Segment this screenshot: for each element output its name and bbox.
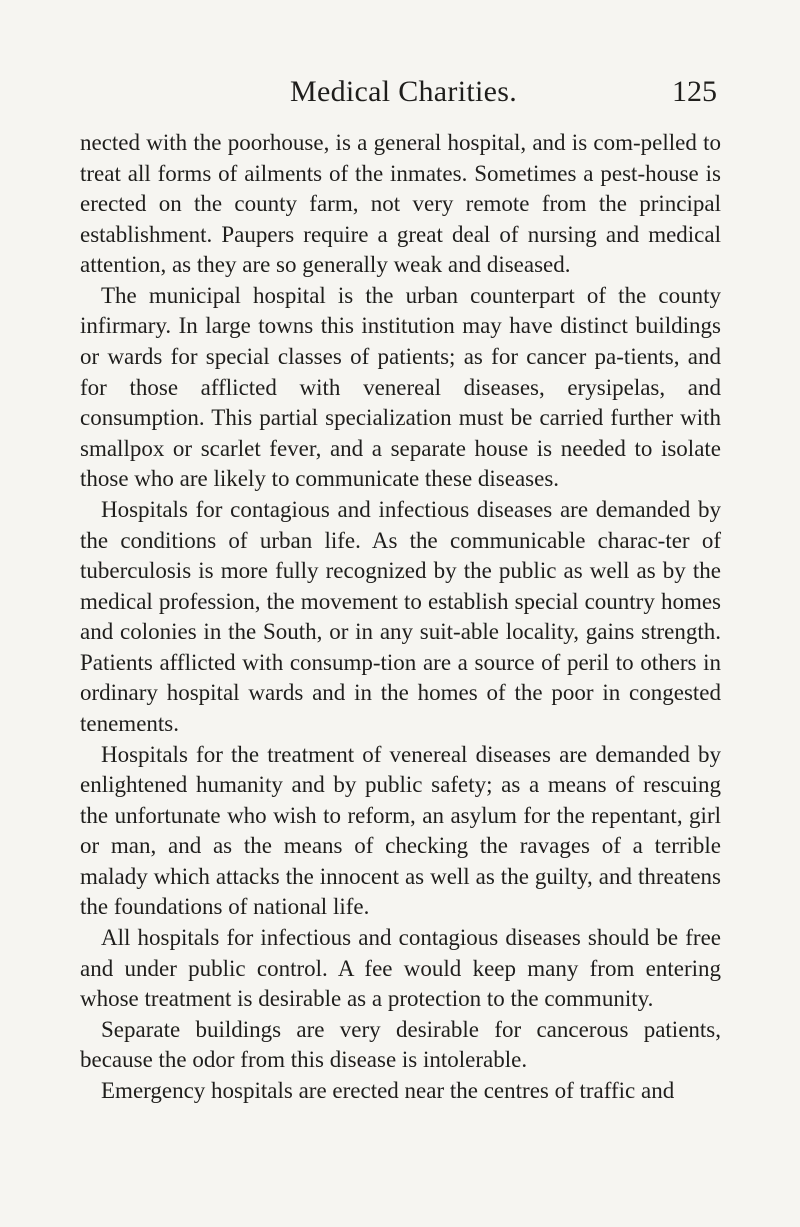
paragraph-cancer-buildings: Separate buildings are very desirable for cancerous patients, because the odor from this disease is intolerable.	[80, 1016, 721, 1073]
paragraph-emergency-hospitals: Emergency hospitals are erected near the centres of traffic and	[101, 1077, 675, 1103]
running-title: Medical Charities.	[290, 75, 518, 108]
body-text	[80, 128, 721, 1107]
page-number: 125	[672, 75, 717, 108]
paragraph-continued: nected with the poorhouse, is a general hospital, and is com-pelled to treat all forms of ailments of the inmates. Sometimes a pest-house is erected on the county farm, not very remote from the principal establishment. Paupers require a great deal of nursing and medical attention, as they are so generally weak and diseased.	[80, 130, 721, 278]
running-head	[0, 72, 800, 112]
paragraph-public-control: All hospitals for infectious and contagious diseases should be free and under public control. A fee would keep many from entering whose treatment is desirable as a protection to the community.	[80, 925, 721, 1012]
paragraph-contagious-hospitals: Hospitals for contagious and infectious diseases are demanded by the conditions of urban life. As the communicable charac-ter of tuberculosis is more fully recognized by the public as well as by the medical profession, the movement to establish special country homes and colonies in the South, or in any suit-able locality, gains strength. Patients afflicted with consump-tion are a source of peril to others in ordinary hospital wards and in the homes of the poor in congested tenements.	[80, 496, 721, 736]
paragraph-municipal-hospital: The municipal hospital is the urban counterpart of the county infirmary. In large towns this institution may have distinct buildings or wards for special classes of patients; as for cancer pa-tients, and for those afflicted with venereal diseases, erysipelas, and consumption. This partial specialization must be carried further with smallpox or scarlet fever, and a separate house is needed to isolate those who are likely to communicate these diseases.	[80, 282, 721, 492]
paragraph-venereal-hospitals: Hospitals for the treatment of venereal diseases are demanded by enlightened humanity and by public safety; as a means of rescuing the unfortunate who wish to reform, an asylum for the repentant, girl or man, and as the means of checking the ravages of a terrible malady which attacks the innocent as well as the guilty, and threatens the foundations of national life.	[80, 741, 721, 920]
